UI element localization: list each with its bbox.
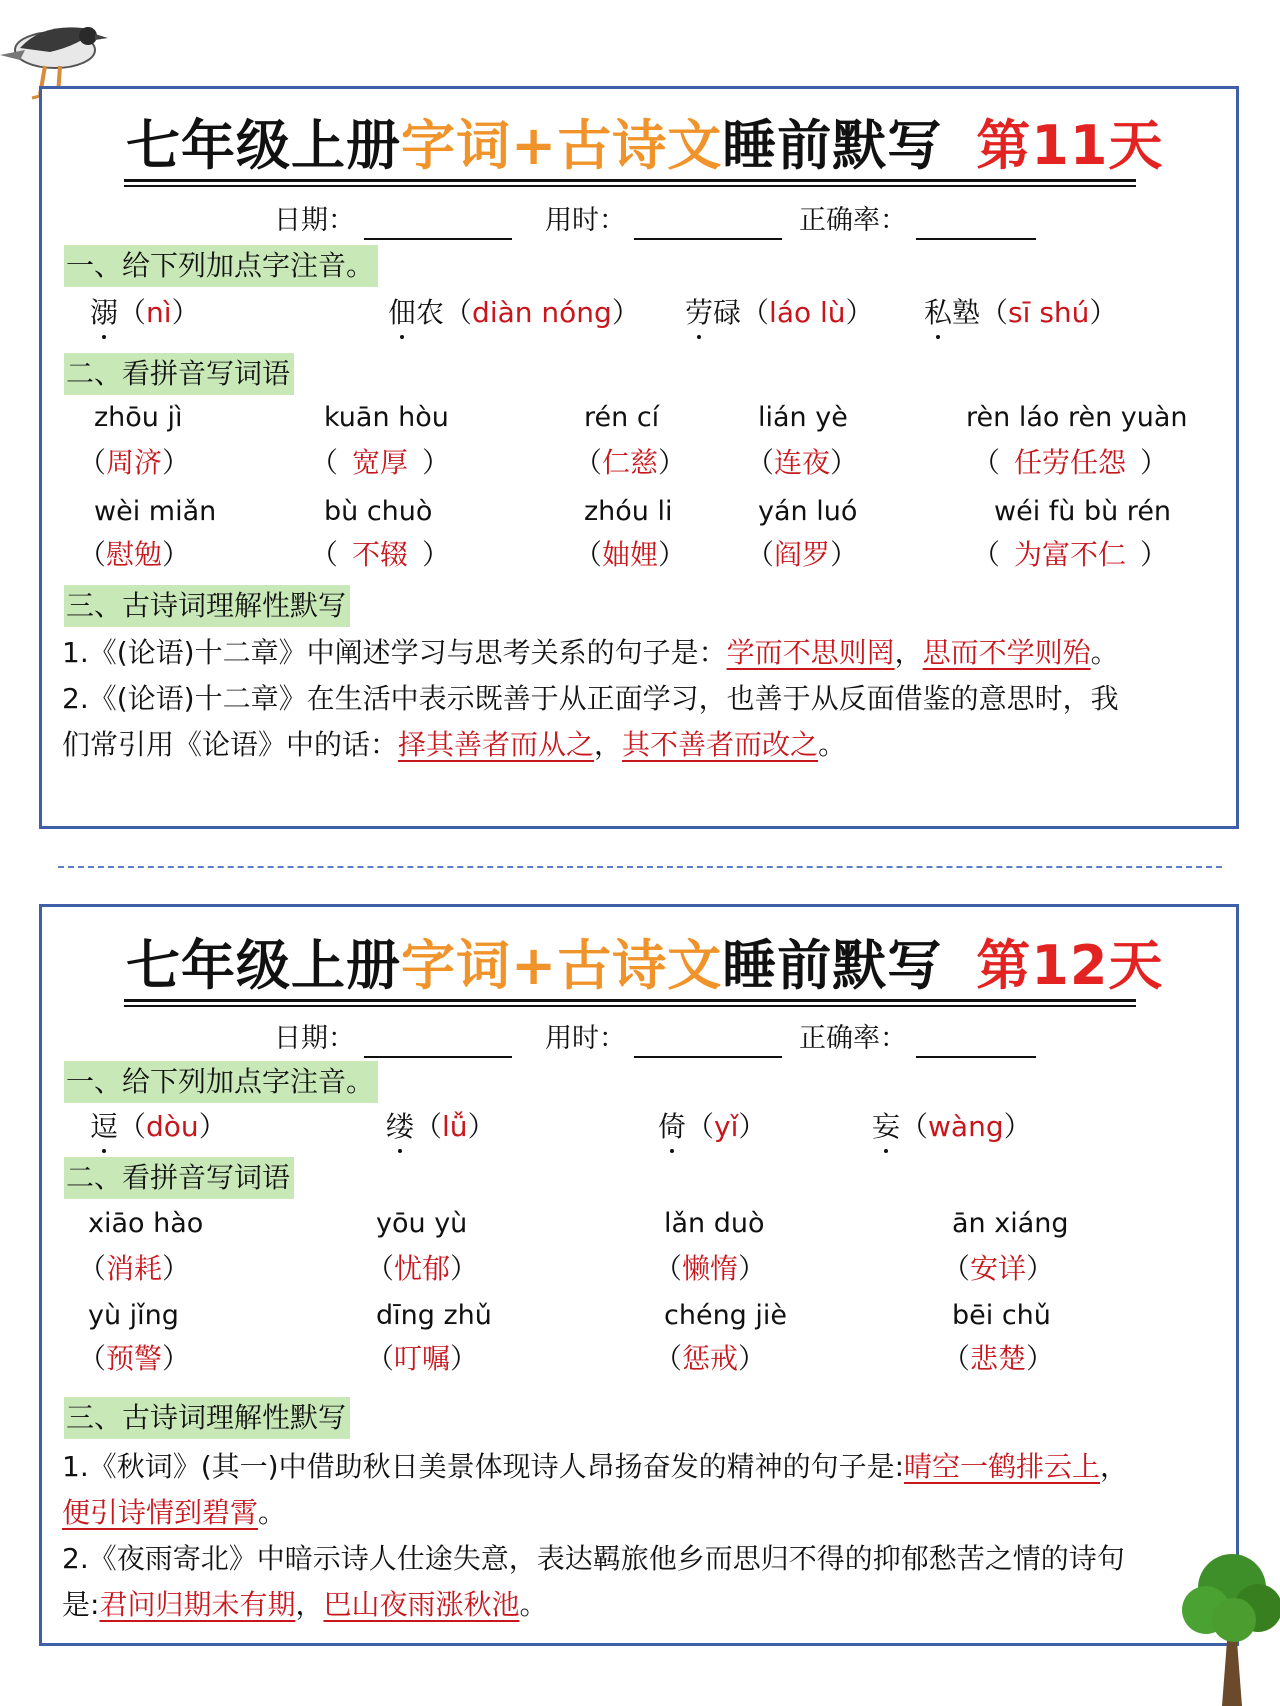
paren: （ xyxy=(741,296,770,329)
answer-text: 懒惰 xyxy=(682,1252,739,1285)
title-underline xyxy=(124,179,1136,182)
dotted-char: 逗 xyxy=(90,1107,118,1147)
question-1 xyxy=(62,633,1119,673)
char: 碌 xyxy=(713,296,742,329)
word-answer xyxy=(942,1339,1054,1379)
section-heading: 三、古诗词理解性默写 xyxy=(64,1397,350,1439)
worksheet-title xyxy=(126,931,1163,1001)
time-label: 用时： xyxy=(545,1023,626,1054)
day-label: 第12天 xyxy=(976,934,1164,997)
paren: （ xyxy=(310,538,339,571)
pinyin-item xyxy=(90,293,200,333)
dotted-char: 私 xyxy=(924,293,952,333)
pinyin-answer: diàn nóng xyxy=(472,296,612,329)
paren: ） xyxy=(467,1110,496,1143)
word-answer xyxy=(310,443,450,483)
paren: ） xyxy=(658,446,687,479)
answer-text: 为富不仁 xyxy=(1014,538,1127,571)
title-underline xyxy=(124,185,1136,187)
paren: ） xyxy=(162,1252,191,1285)
answer-text: 任劳任怨 xyxy=(1014,446,1127,479)
date-label: 日期： xyxy=(274,205,355,236)
day-label: 第11天 xyxy=(976,114,1164,177)
word-answer xyxy=(972,535,1168,575)
title-underline xyxy=(124,999,1136,1002)
question-2-line-1: 2.《夜雨寄北》中暗示诗人仕途失意，表达羁旅他乡而思归不得的抑郁愁苦之情的诗句 xyxy=(62,1542,1125,1575)
answer-text: 安详 xyxy=(970,1252,1027,1285)
paren: （ xyxy=(574,538,603,571)
punct: ， xyxy=(295,1588,324,1621)
word-pinyin: ān xiáng xyxy=(952,1208,1069,1239)
paren: （ xyxy=(414,1110,443,1143)
answer-text: 惩戒 xyxy=(682,1342,739,1375)
paren: ） xyxy=(830,446,859,479)
question-1-line-2 xyxy=(62,1493,286,1533)
paren: ） xyxy=(171,296,200,329)
title-highlight: 字词+古诗文 xyxy=(401,934,723,997)
word-pinyin: rén cí xyxy=(584,402,660,433)
dotted-char: 妄 xyxy=(872,1107,900,1147)
paren: ） xyxy=(1026,1252,1055,1285)
paren: ） xyxy=(611,296,640,329)
paren: （ xyxy=(78,1342,107,1375)
pinyin-item xyxy=(924,293,1117,333)
pinyin-item xyxy=(90,1107,227,1147)
word-pinyin: yù jǐng xyxy=(88,1300,179,1331)
answer-text: 巴山夜雨涨秋池 xyxy=(323,1588,520,1621)
punct: ， xyxy=(1100,1450,1129,1483)
word-pinyin: bēi chǔ xyxy=(952,1300,1051,1331)
pinyin-answer: sī shú xyxy=(1008,296,1090,329)
paren: ） xyxy=(1003,1110,1032,1143)
title-underline xyxy=(124,1005,1136,1007)
paren: （ xyxy=(118,1110,147,1143)
answer-text: 消耗 xyxy=(106,1252,163,1285)
punct: 。 xyxy=(1090,636,1119,669)
word-answer xyxy=(310,535,450,575)
word-pinyin: lián yè xyxy=(758,402,848,433)
title-part: 睡前默写 xyxy=(722,114,943,177)
word-pinyin: yán luó xyxy=(758,496,858,527)
section-heading: 一、给下列加点字注音。 xyxy=(64,245,378,287)
worksheet-title xyxy=(126,111,1163,181)
answer-text: 预警 xyxy=(106,1342,163,1375)
accuracy-blank[interactable] xyxy=(916,238,1036,240)
accuracy-blank[interactable] xyxy=(916,1056,1036,1058)
word-pinyin: xiāo hào xyxy=(88,1208,204,1239)
word-answer xyxy=(746,535,858,575)
word-answer xyxy=(366,1249,478,1289)
dotted-char: 倚 xyxy=(658,1107,686,1147)
question-1-line-1 xyxy=(62,1447,1128,1487)
word-pinyin: bù chuò xyxy=(324,496,433,527)
pinyin-answer: dòu xyxy=(146,1110,199,1143)
word-answer xyxy=(366,1339,478,1379)
time-blank[interactable] xyxy=(634,238,782,240)
word-answer xyxy=(746,443,858,483)
word-pinyin: rèn láo rèn yuàn xyxy=(966,402,1188,433)
char: 农 xyxy=(416,296,445,329)
answer-text: 周济 xyxy=(106,446,163,479)
pinyin-answer: nì xyxy=(146,296,172,329)
word-answer xyxy=(942,1249,1054,1289)
question-text: 1.《(论语)十二章》中阐述学习与思考关系的句子是： xyxy=(62,636,727,669)
word-pinyin: zhóu li xyxy=(584,496,673,527)
time-label: 用时： xyxy=(545,205,626,236)
paren: ） xyxy=(1140,538,1169,571)
answer-text: 不辍 xyxy=(352,538,409,571)
dotted-char: 缕 xyxy=(386,1107,414,1147)
answer-text: 择其善者而从之 xyxy=(398,728,595,761)
dotted-char: 佃 xyxy=(388,293,416,333)
answer-text: 思而不学则殆 xyxy=(922,636,1091,669)
dotted-char: 溺 xyxy=(90,293,118,333)
paren: ） xyxy=(162,538,191,571)
punct: 。 xyxy=(818,728,847,761)
word-pinyin: chéng jiè xyxy=(664,1300,788,1331)
title-part: 七年级上册 xyxy=(126,114,401,177)
word-answer xyxy=(78,1339,190,1379)
word-answer xyxy=(78,1249,190,1289)
paren: （ xyxy=(78,538,107,571)
answer-text: 连夜 xyxy=(774,446,831,479)
paren: （ xyxy=(366,1342,395,1375)
pinyin-answer: wàng xyxy=(928,1110,1004,1143)
punct: 。 xyxy=(519,1588,548,1621)
paren: ） xyxy=(830,538,859,571)
paren: （ xyxy=(972,446,1001,479)
question-2-line-2 xyxy=(62,1585,548,1625)
section-heading: 二、看拼音写词语 xyxy=(64,353,294,395)
paren: ） xyxy=(738,1110,767,1143)
answer-text: 慰勉 xyxy=(106,538,163,571)
word-pinyin: yōu yù xyxy=(376,1208,468,1239)
punct: ， xyxy=(594,728,623,761)
section-heading: 一、给下列加点字注音。 xyxy=(64,1061,378,1103)
word-answer xyxy=(654,1339,766,1379)
paren: （ xyxy=(310,446,339,479)
punct: 。 xyxy=(258,1496,287,1529)
paren: （ xyxy=(118,296,147,329)
dotted-char: 劳 xyxy=(685,293,713,333)
paren: （ xyxy=(574,446,603,479)
paren: （ xyxy=(654,1342,683,1375)
question-text: 是: xyxy=(62,1588,100,1621)
pinyin-answer: yǐ xyxy=(714,1110,739,1143)
word-pinyin: lǎn duò xyxy=(664,1208,765,1239)
pinyin-item xyxy=(386,1107,496,1147)
title-highlight: 字词+古诗文 xyxy=(401,114,723,177)
pinyin-item xyxy=(685,293,874,333)
section-heading: 三、古诗词理解性默写 xyxy=(64,585,350,627)
question-2-line-1: 2.《(论语)十二章》在生活中表示既善于从正面学习，也善于从反面借鉴的意思时，我 xyxy=(62,682,1119,715)
worksheet-day-12 xyxy=(39,904,1239,1646)
word-answer xyxy=(78,443,190,483)
answer-text: 悲楚 xyxy=(970,1342,1027,1375)
paren: ） xyxy=(198,1110,227,1143)
pinyin-answer: lǚ xyxy=(442,1110,468,1143)
paren: （ xyxy=(78,446,107,479)
answer-text: 君问归期未有期 xyxy=(99,1588,296,1621)
section-heading: 二、看拼音写词语 xyxy=(64,1157,294,1199)
answer-text: 晴空一鹤排云上 xyxy=(904,1450,1101,1483)
paren: ） xyxy=(658,538,687,571)
paren: ） xyxy=(738,1252,767,1285)
answer-text: 妯娌 xyxy=(602,538,659,571)
date-label: 日期： xyxy=(274,1023,355,1054)
pinyin-item xyxy=(388,293,640,333)
paren: ） xyxy=(450,1252,479,1285)
paren: （ xyxy=(972,538,1001,571)
accuracy-label: 正确率： xyxy=(799,205,907,236)
accuracy-label: 正确率： xyxy=(799,1023,907,1054)
question-text: 们常引用《论语》中的话： xyxy=(62,728,399,761)
paren: （ xyxy=(980,296,1009,329)
word-pinyin: zhōu jì xyxy=(94,402,183,433)
word-answer xyxy=(574,443,686,483)
answer-text: 其不善者而改之 xyxy=(622,728,819,761)
title-part: 七年级上册 xyxy=(126,934,401,997)
pinyin-answer: láo lù xyxy=(769,296,846,329)
paren: （ xyxy=(654,1252,683,1285)
paren: ） xyxy=(422,446,451,479)
date-blank[interactable] xyxy=(364,1056,512,1058)
paren: （ xyxy=(942,1342,971,1375)
paren: （ xyxy=(366,1252,395,1285)
word-answer xyxy=(654,1249,766,1289)
title-part: 睡前默写 xyxy=(722,934,943,997)
pinyin-item xyxy=(658,1107,766,1147)
paren: ） xyxy=(422,538,451,571)
tree-illustration xyxy=(1182,1548,1280,1706)
paren: （ xyxy=(746,538,775,571)
paren: ） xyxy=(1026,1342,1055,1375)
char: 塾 xyxy=(952,296,981,329)
answer-text: 便引诗情到碧霄 xyxy=(62,1496,259,1529)
paren: ） xyxy=(738,1342,767,1375)
paren: ） xyxy=(1140,446,1169,479)
answer-text: 叮嘱 xyxy=(394,1342,451,1375)
paren: （ xyxy=(942,1252,971,1285)
paren: （ xyxy=(444,296,473,329)
answer-text: 忧郁 xyxy=(394,1252,451,1285)
pinyin-item xyxy=(872,1107,1032,1147)
time-blank[interactable] xyxy=(634,1056,782,1058)
paren: （ xyxy=(900,1110,929,1143)
paren: （ xyxy=(746,446,775,479)
paren: （ xyxy=(686,1110,715,1143)
date-blank[interactable] xyxy=(364,238,512,240)
paren: ） xyxy=(845,296,874,329)
word-answer xyxy=(78,535,190,575)
paren: （ xyxy=(78,1252,107,1285)
word-pinyin: dīng zhǔ xyxy=(376,1300,492,1331)
dashed-divider xyxy=(58,866,1222,868)
word-answer xyxy=(574,535,686,575)
answer-text: 学而不思则罔 xyxy=(726,636,895,669)
paren: ） xyxy=(162,1342,191,1375)
answer-text: 阎罗 xyxy=(774,538,831,571)
word-pinyin: kuān hòu xyxy=(324,402,449,433)
answer-text: 仁慈 xyxy=(602,446,659,479)
worksheet-day-11 xyxy=(39,86,1239,829)
paren: ） xyxy=(1089,296,1118,329)
paren: ） xyxy=(162,446,191,479)
answer-text: 宽厚 xyxy=(352,446,409,479)
word-pinyin: wéi fù bù rén xyxy=(994,496,1172,527)
question-2-line-2 xyxy=(62,725,846,765)
word-answer xyxy=(972,443,1168,483)
word-pinyin: wèi miǎn xyxy=(94,496,217,527)
question-text: 1.《秋词》(其一)中借助秋日美景体现诗人昂扬奋发的精神的句子是: xyxy=(62,1450,904,1483)
paren: ） xyxy=(450,1342,479,1375)
punct: ， xyxy=(894,636,923,669)
